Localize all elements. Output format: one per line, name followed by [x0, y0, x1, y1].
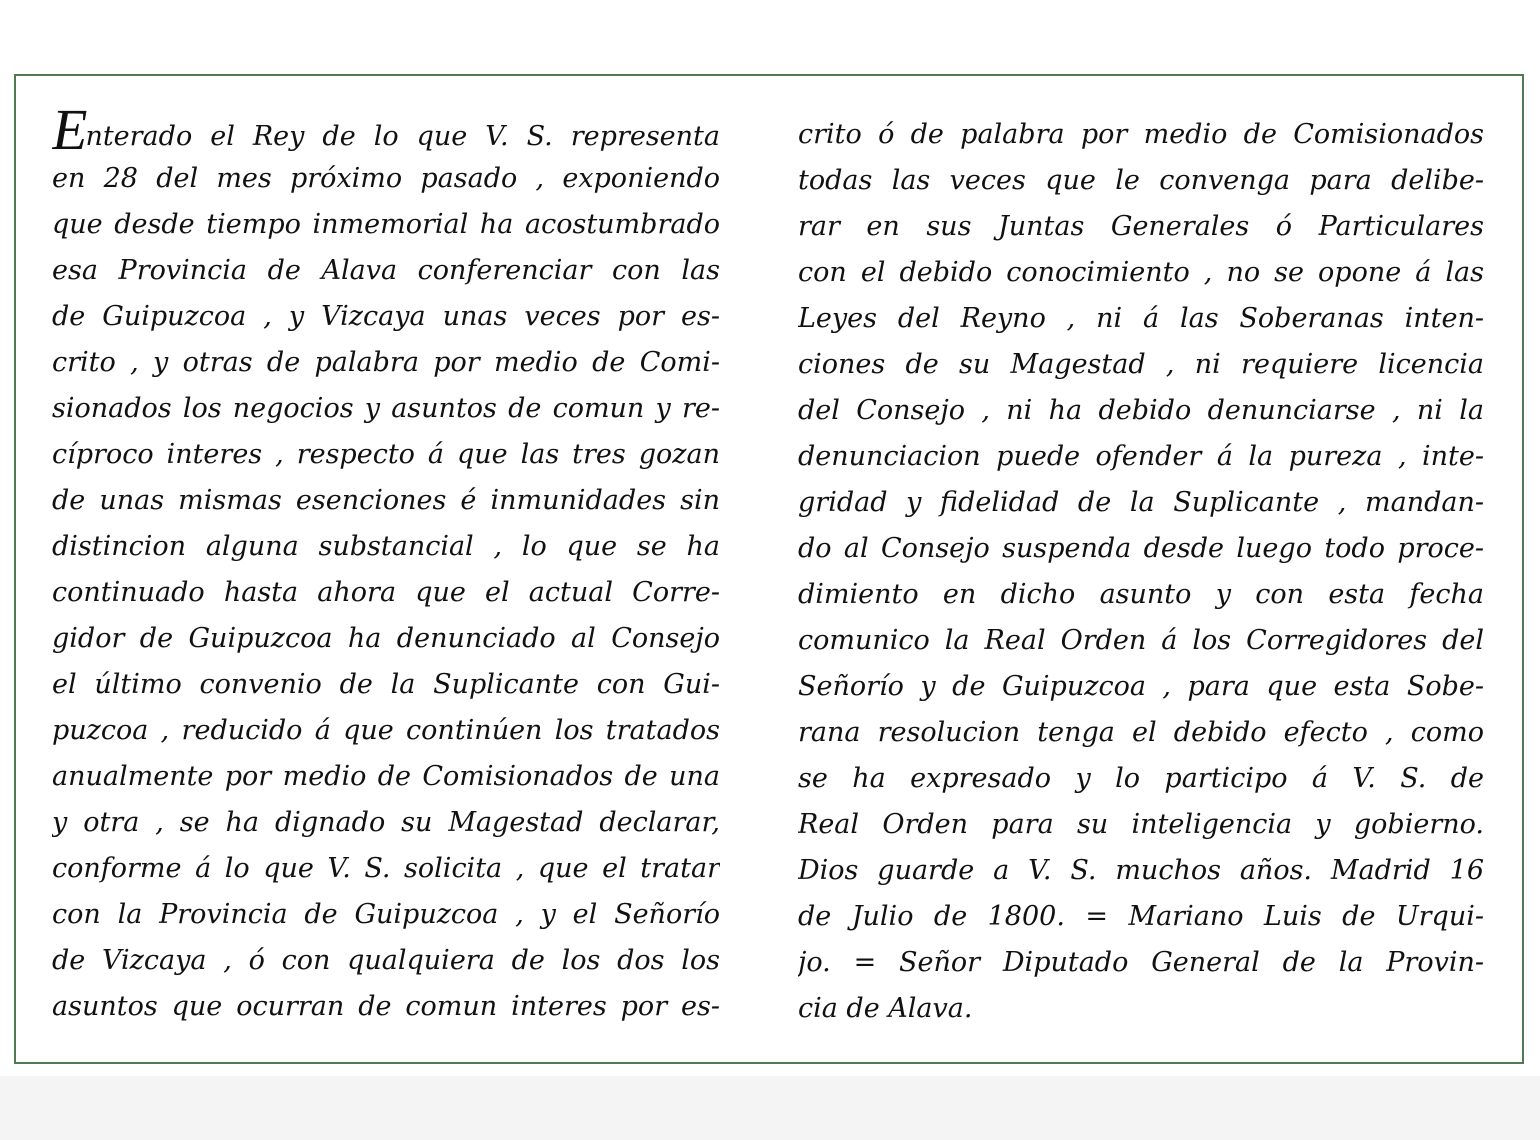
text-line: de Guipuzcoa , y Vizcaya unas veces por es- [52, 301, 720, 332]
bottom-margin [0, 1076, 1540, 1140]
text-line: todas las veces que le convenga para delibe- [798, 165, 1484, 196]
text-line: de Julio de 1800. = Mariano Luis de Urqui- [798, 901, 1484, 932]
text-line: continuado hasta ahora que el actual Corre- [52, 577, 720, 608]
text-line: conforme á lo que V. S. solicita , que el tratar [52, 853, 720, 884]
text-line: rana resolucion tenga el debido efecto , como [798, 717, 1484, 748]
text-line: crito , y otras de palabra por medio de Comi- [52, 347, 720, 378]
left-column [52, 110, 720, 1030]
text-line: ciones de su Magestad , ni requiere licencia [798, 349, 1484, 380]
text-line: denunciacion puede ofender á la pureza , inte- [798, 441, 1484, 472]
text-line: se ha expresado y lo participo á V. S. de [798, 763, 1484, 794]
text-line: en 28 del mes próximo pasado , exponiendo [52, 163, 720, 194]
text-line: del Consejo , ni ha debido denunciarse , ni la [798, 395, 1484, 426]
text-line: Real Orden para su inteligencia y gobierno. [798, 809, 1484, 840]
text-line: gridad y fidelidad de la Suplicante , mandan- [798, 487, 1484, 518]
text-line: dimiento en dicho asunto y con esta fecha [798, 579, 1484, 610]
text-line: el último convenio de la Suplicante con Gui- [52, 669, 720, 700]
text-line: jo. = Señor Diputado General de la Provin- [798, 947, 1484, 978]
text-line: asuntos que ocurran de comun interes por es- [52, 991, 720, 1022]
text-line: Señorío y de Guipuzcoa , para que esta Sobe- [798, 671, 1484, 702]
top-margin [0, 0, 1540, 62]
text-line: rar en sus Juntas Generales ó Particulares [798, 211, 1484, 242]
text-line: con el debido conocimiento , no se opone á las [798, 257, 1484, 288]
text-line: gidor de Guipuzcoa ha denunciado al Consejo [52, 623, 720, 654]
text-line: Dios guarde a V. S. muchos años. Madrid 16 [798, 855, 1484, 886]
text-line: crito ó de palabra por medio de Comisionados [798, 119, 1484, 150]
text-line: con la Provincia de Guipuzcoa , y el Señorío [52, 899, 720, 930]
text-line: y otra , se ha dignado su Magestad declarar, [52, 807, 720, 838]
text-line: sionados los negocios y asuntos de comun y re- [52, 393, 720, 424]
text-line: de Vizcaya , ó con qualquiera de los dos los [52, 945, 720, 976]
text-line: distincion alguna substancial , lo que se ha [52, 531, 720, 562]
right-column [798, 112, 1484, 1032]
text-line: do al Consejo suspenda desde luego todo proce- [798, 533, 1484, 564]
text-line: Leyes del Reyno , ni á las Soberanas inten- [798, 303, 1484, 334]
text-line: Enterado el Rey de lo que V. S. representa [52, 110, 720, 156]
text-line: cíproco interes , respecto á que las tres gozan [52, 439, 720, 470]
text-line: que desde tiempo inmemorial ha acostumbrado [52, 209, 720, 240]
text-line: cia de Alava. [798, 993, 973, 1024]
text-line: esa Provincia de Alava conferenciar con las [52, 255, 720, 286]
text-line: comunico la Real Orden á los Corregidores del [798, 625, 1484, 656]
text-line: puzcoa , reducido á que continúen los tratados [52, 715, 720, 746]
text-line: anualmente por medio de Comisionados de una [52, 761, 720, 792]
drop-cap-initial: E [52, 110, 88, 156]
text-line: de unas mismas esenciones é inmunidades sin [52, 485, 720, 516]
